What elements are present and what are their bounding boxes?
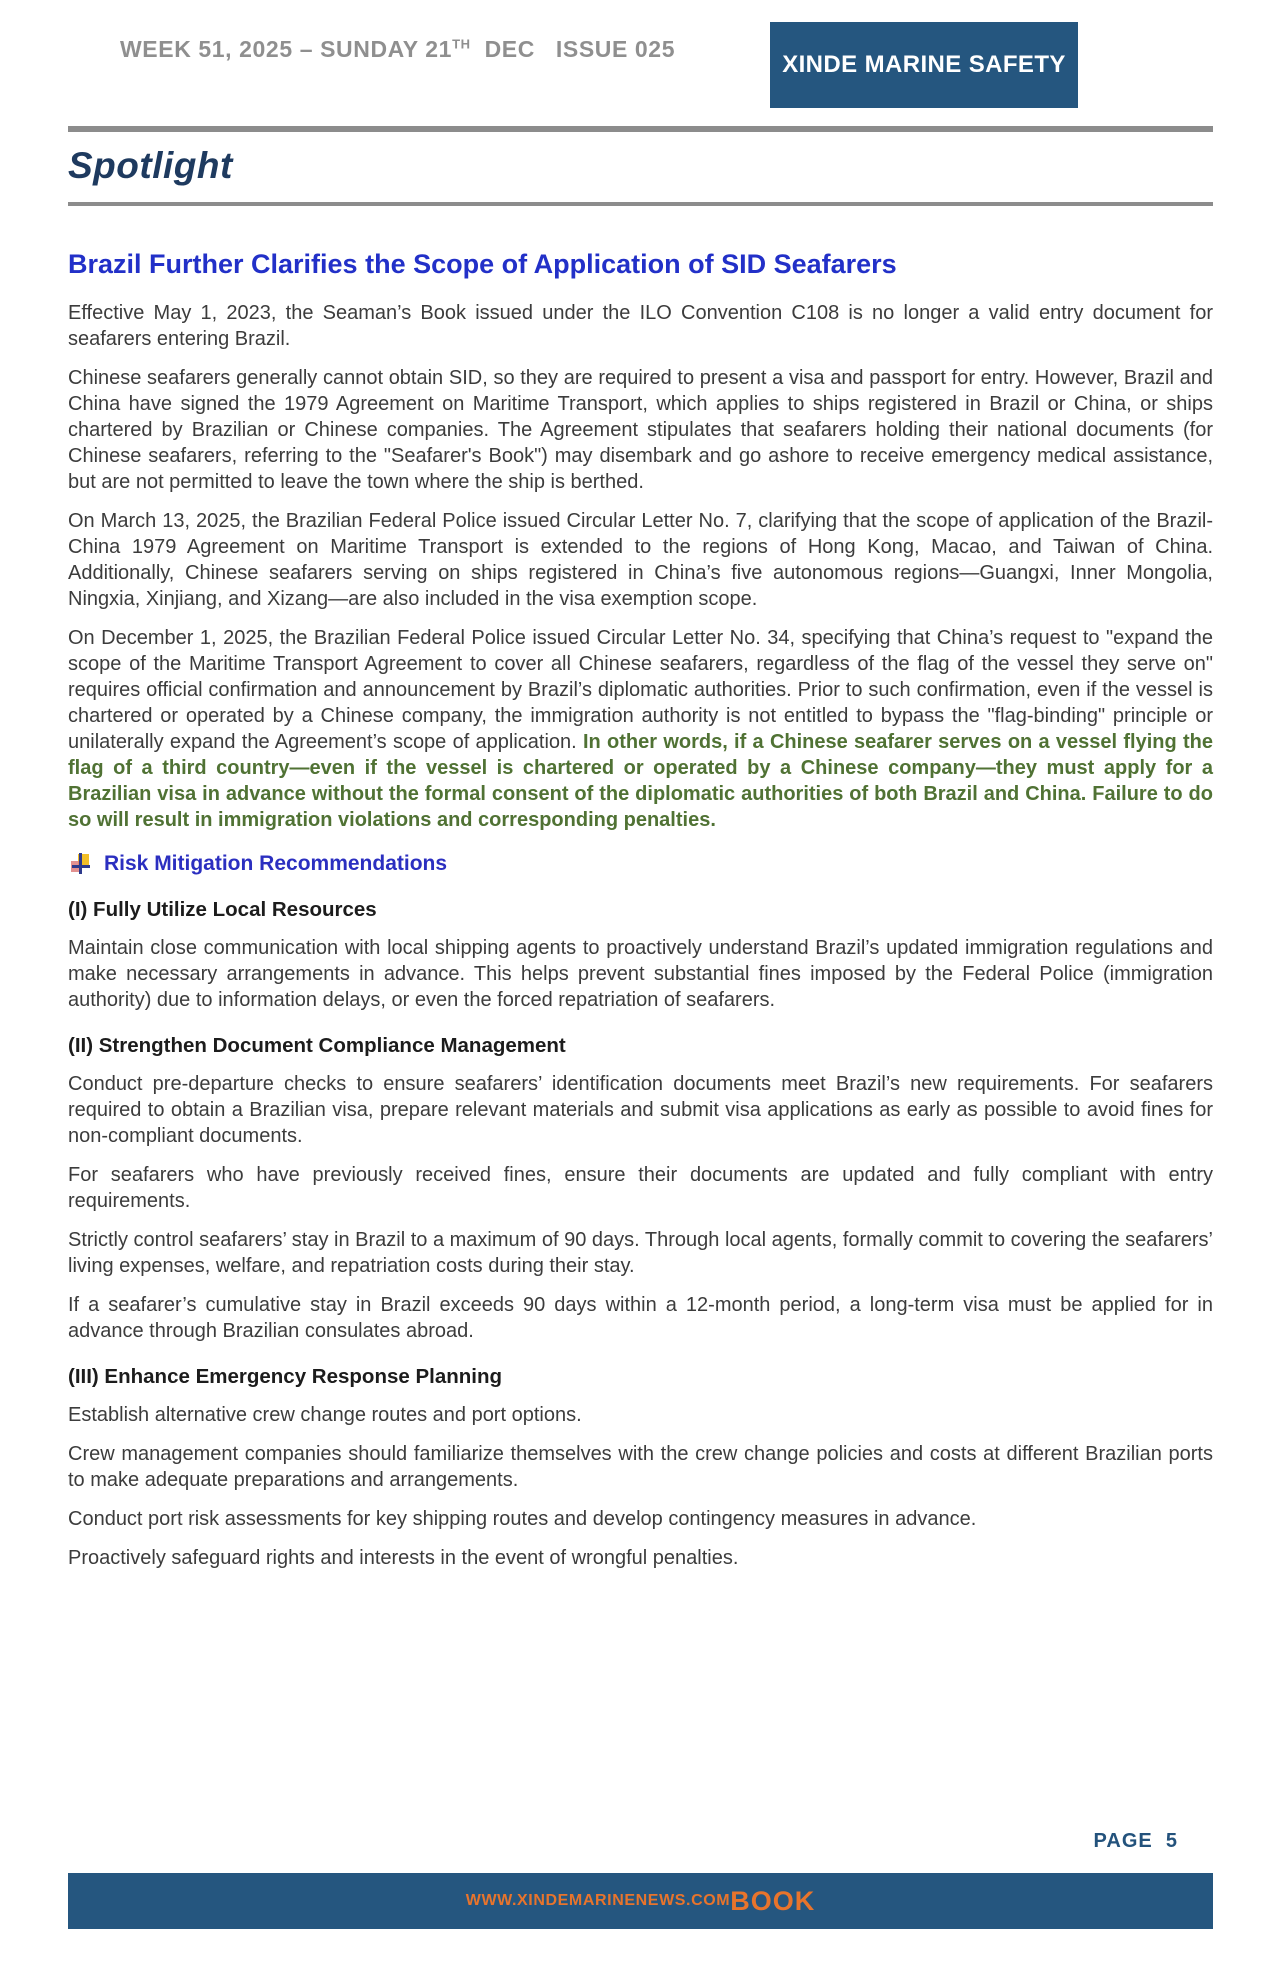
issue-line-prefix: WEEK 51, 2025 – SUNDAY 21 [120,36,453,62]
rec-paragraph: Maintain close communication with local shipping agents to proactively understand Brazil’s updated immigration regulations and make necessary arrangements in advance. This helps prevent substantial fines imposed by the Federal Police (immigration authority) due to information delays, or even the forced repatriation of seafarers. [68,937,1213,1011]
article-paragraph: On March 13, 2025, the Brazilian Federal Police issued Circular Letter No. 7, clarifying that the scope of application of the Brazil-China 1979 Agreement on Maritime Transport is extended to the regions of Hong Kong, Macao, and Taiwan of China. Additionally, Chinese seafarers serving on ships registered in China’s five autonomous regions—Guangxi, Inner Mongolia, Ningxia, Xinjiang, and Xizang—are also included in the visa exemption scope. [68,510,1213,610]
page-number-label: PAGE [1093,1830,1153,1852]
footer-website: WWW.XINDEMARINENEWS.COM [465,1892,731,1909]
page-number-value: 5 [1165,1830,1178,1852]
rec-paragraph: Proactively safeguard rights and interests in the event of wrongful penalties. [68,1547,739,1569]
issue-line [120,36,675,63]
article-paragraph-highlight: In other words, if a Chinese seafarer serves on a vessel flying the flag of a third country—even if the vessel is chartered or operated by a Chinese company—they must apply for a Brazilian visa in advance without the formal consent of the diplomatic authorities of both Brazil and China. Failure to do so will result in immigration violations and corresponding penalties. [68,731,1213,831]
rec-paragraph: Establish alternative crew change routes and port options. [68,1404,582,1426]
brand-banner-label: XINDE MARINE SAFETY [782,51,1066,78]
recommendations-heading [68,851,1213,877]
footer-bar [68,1873,1213,1929]
rec-paragraph: Crew management companies should familiarize themselves with the crew change policies and costs at different Brazilian ports to make adequate preparations and arrangements. [68,1443,1213,1491]
rec-section-title: (III) Enhance Emergency Response Planning [68,1365,503,1388]
issue-line-ordinal: TH [452,36,471,52]
article-title: Brazil Further Clarifies the Scope of Application of SID Seafarers [68,249,897,279]
brand-banner [770,22,1078,108]
rec-paragraph: For seafarers who have previously received fines, ensure their documents are updated and fully compliant with entry requirements. [68,1164,1213,1212]
article-paragraph-lead: On December 1, 2025, the Brazilian Federal Police issued Circular Letter No. 34, specifying that China’s request to "expand the scope of the Maritime Transport Agreement to cover all Chinese seafarers, regardless of the flag of the vessel they serve on" requires official confirmation and announcement by Brazil’s diplomatic authorities. Prior to such confirmation, even if the vessel is chartered or operated by a Chinese company, the immigration authority is not entitled to bypass the "flag-binding" principle or unilaterally expand the Agreement’s scope of application. [68,627,1213,753]
article-paragraph: Effective May 1, 2023, the Seaman’s Book issued under the ILO Convention C108 is no longer a valid entry document for seafarers entering Brazil. [68,302,1213,350]
rec-paragraph: If a seafarer’s cumulative stay in Brazil exceeds 90 days within a 12-month period, a long-term visa must be applied for in advance through Brazilian consulates abroad. [68,1294,1213,1342]
article-content [68,126,1213,1584]
rec-section-title: (II) Strengthen Document Compliance Management [68,1034,566,1057]
rec-paragraph: Conduct pre-departure checks to ensure seafarers’ identification documents meet Brazil’s new requirements. For seafarers required to obtain a Brazilian visa, prepare relevant materials and submit visa applications as early as possible to avoid fines for non-compliant documents. [68,1073,1213,1147]
article-paragraph: Chinese seafarers generally cannot obtain SID, so they are required to present a visa and passport for entry. However, Brazil and China have signed the 1979 Agreement on Maritime Transport, which applies to ships registered in Brazil or China, or ships chartered by Brazilian or Chinese companies. The Agreement stipulates that seafarers holding their national documents (for Chinese seafarers, referring to the "Seafarer's Book") may disembark and go ashore to receive emergency medical assistance, but are not permitted to leave the town where the ship is berthed. [68,367,1213,493]
top-divider [68,126,1213,132]
footer-book-label: BOOK [730,1885,816,1916]
section-title: Spotlight [68,145,233,186]
issue-line-suffix: DEC ISSUE 025 [470,36,676,62]
article-paragraph [68,625,1213,833]
rec-paragraph: Conduct port risk assessments for key shipping routes and develop contingency measures in advance. [68,1508,977,1530]
anchor-bullet-icon [68,852,92,876]
recommendations-heading-label: Risk Mitigation Recommendations [104,852,448,875]
rec-section-title: (I) Fully Utilize Local Resources [68,898,377,921]
rec-paragraph: Strictly control seafarers’ stay in Brazil to a maximum of 90 days. Through local agents, formally commit to covering the seafarers’ living expenses, welfare, and repatriation costs during their stay. [68,1229,1213,1277]
section-divider [68,202,1213,206]
page-number [1094,1830,1178,1853]
